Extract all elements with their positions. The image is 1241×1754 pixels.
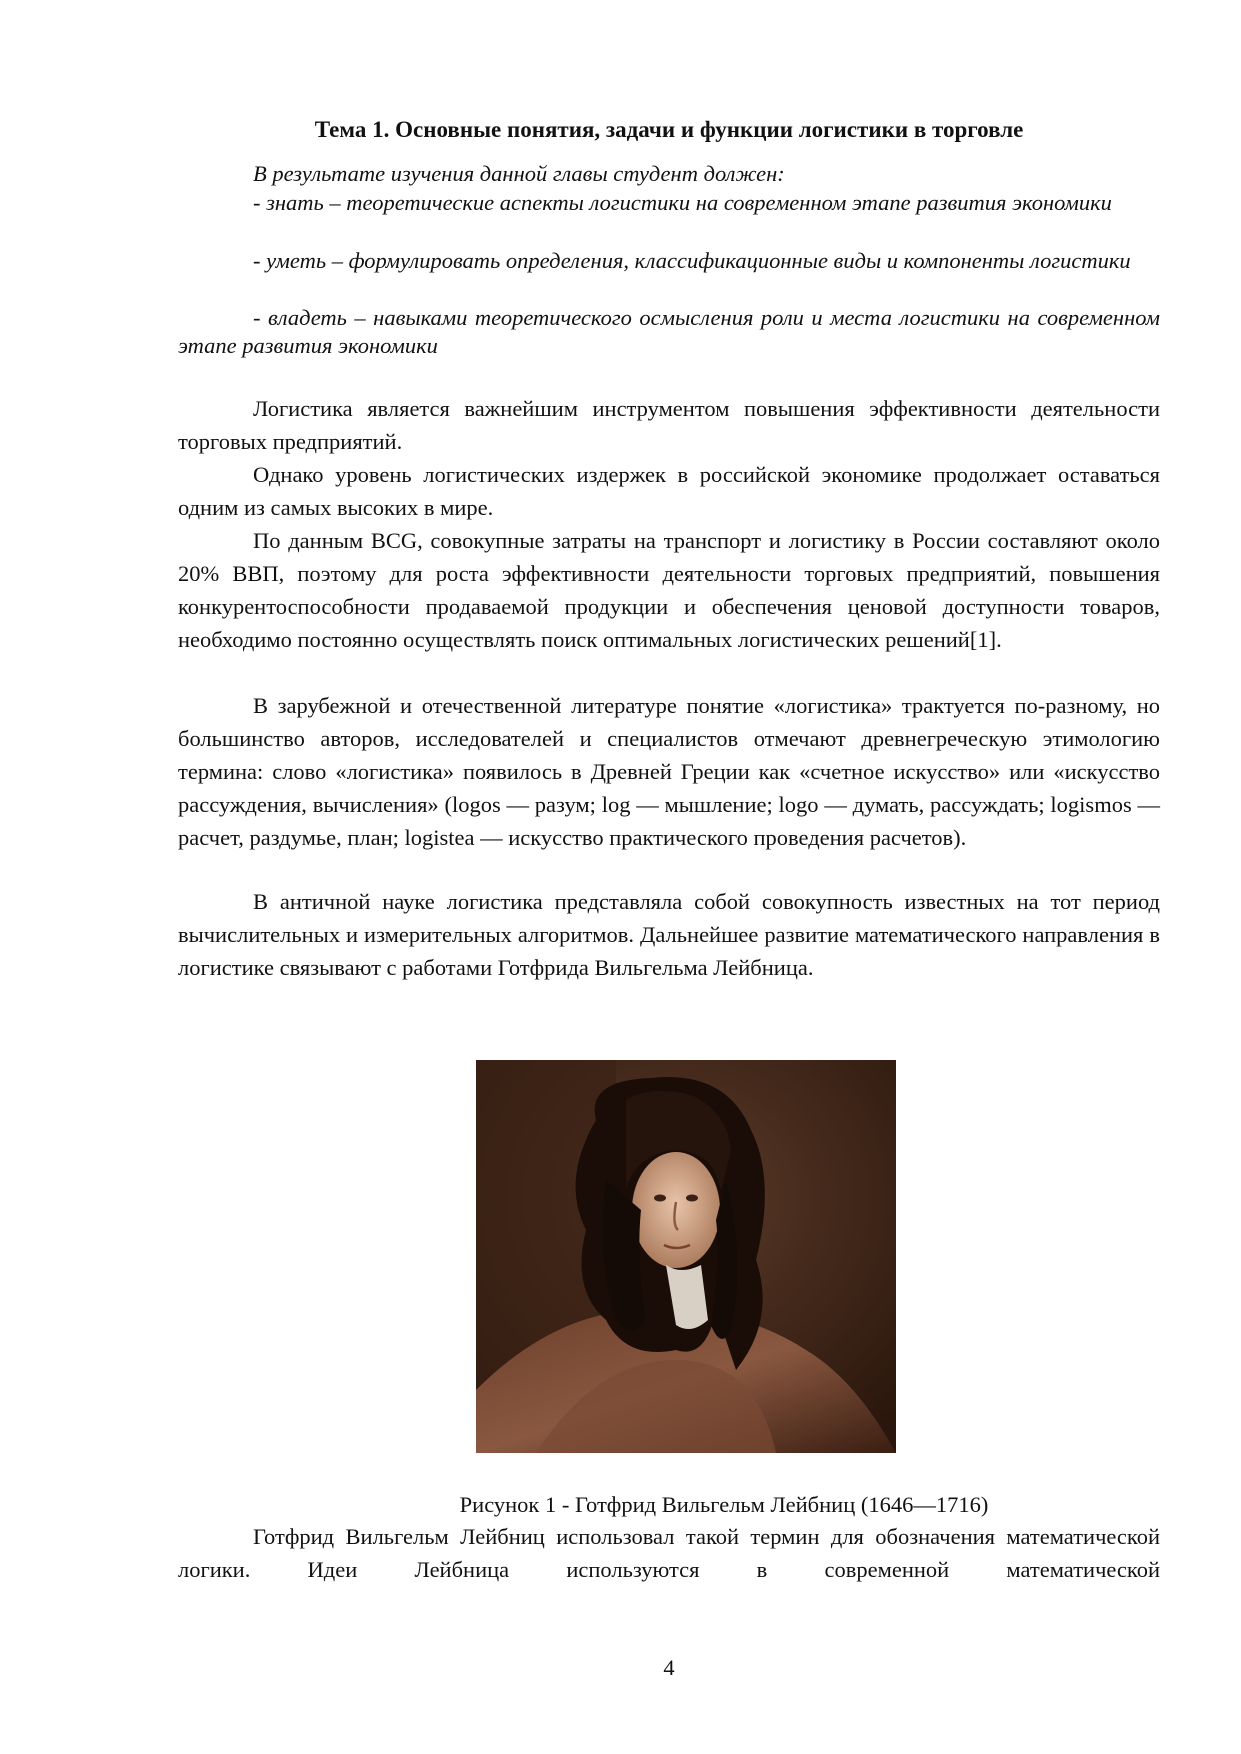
objective-master: - владеть – навыками теоретического осмысления роли и места логистики на современном этапе развития экономики: [178, 305, 1160, 358]
chapter-heading: Тема 1. Основные понятия, задачи и функции логистики в торговле: [314, 117, 1024, 142]
objective-can: - уметь – формулировать определения, классификационные виды и компоненты логистики: [253, 248, 1131, 273]
paragraph-2: Однако уровень логистических издержек в российской экономике продолжает оставаться одним из самых высоких в мире.: [178, 462, 1160, 520]
page-number: 4: [663, 1655, 675, 1680]
paragraph-1: Логистика является важнейшим инструментом повышения эффективности деятельности торговых предприятий.: [178, 396, 1160, 454]
paragraph-3: По данным BCG, совокупные затраты на транспорт и логистику в России составляют около 20% ВВП, поэтому для роста эффективности деятельности торговых предприятий, повышения конкурентоспособности продаваемой продукции и обеспечения ценовой доступности товаров, необходимо постоянно осуществлять поиск оптимальных логистических решений[1].: [178, 528, 1160, 652]
objectives-intro: В результате изучения данной главы студент должен:: [253, 161, 785, 186]
leibniz-portrait: [476, 1060, 896, 1453]
paragraph-5: В античной науке логистика представляла собой совокупность известных на тот период вычислительных и измерительных алгоритмов. Дальнейшее развитие математического направления в логистике связывают с работами Готфрида Вильгельма Лейбница.: [178, 889, 1160, 980]
objective-know: - знать – теоретические аспекты логистики на современном этапе развития экономики: [253, 190, 1112, 215]
figure-caption: Рисунок 1 - Готфрид Вильгельм Лейбниц (1646—1716): [459, 1492, 989, 1517]
paragraph-after-figure: Готфрид Вильгельм Лейбниц использовал такой термин для обозначения математической логики. Идеи Лейбница используются в современной математической: [178, 1524, 1160, 1582]
paragraph-4: В зарубежной и отечественной литературе понятие «логистика» трактуется по-разному, но большинство авторов, исследователей и специалистов отмечают древнегреческую этимологию термина: слово «логистика» появилось в Древней Греции как «счетное искусство» или «искусство рассуждения, вычисления» (logos — разум; log — мышление; logo — думать, рассуждать; logismos — расчет, раздумье, план; logistea — искусство практического проведения расчетов).: [178, 693, 1160, 850]
